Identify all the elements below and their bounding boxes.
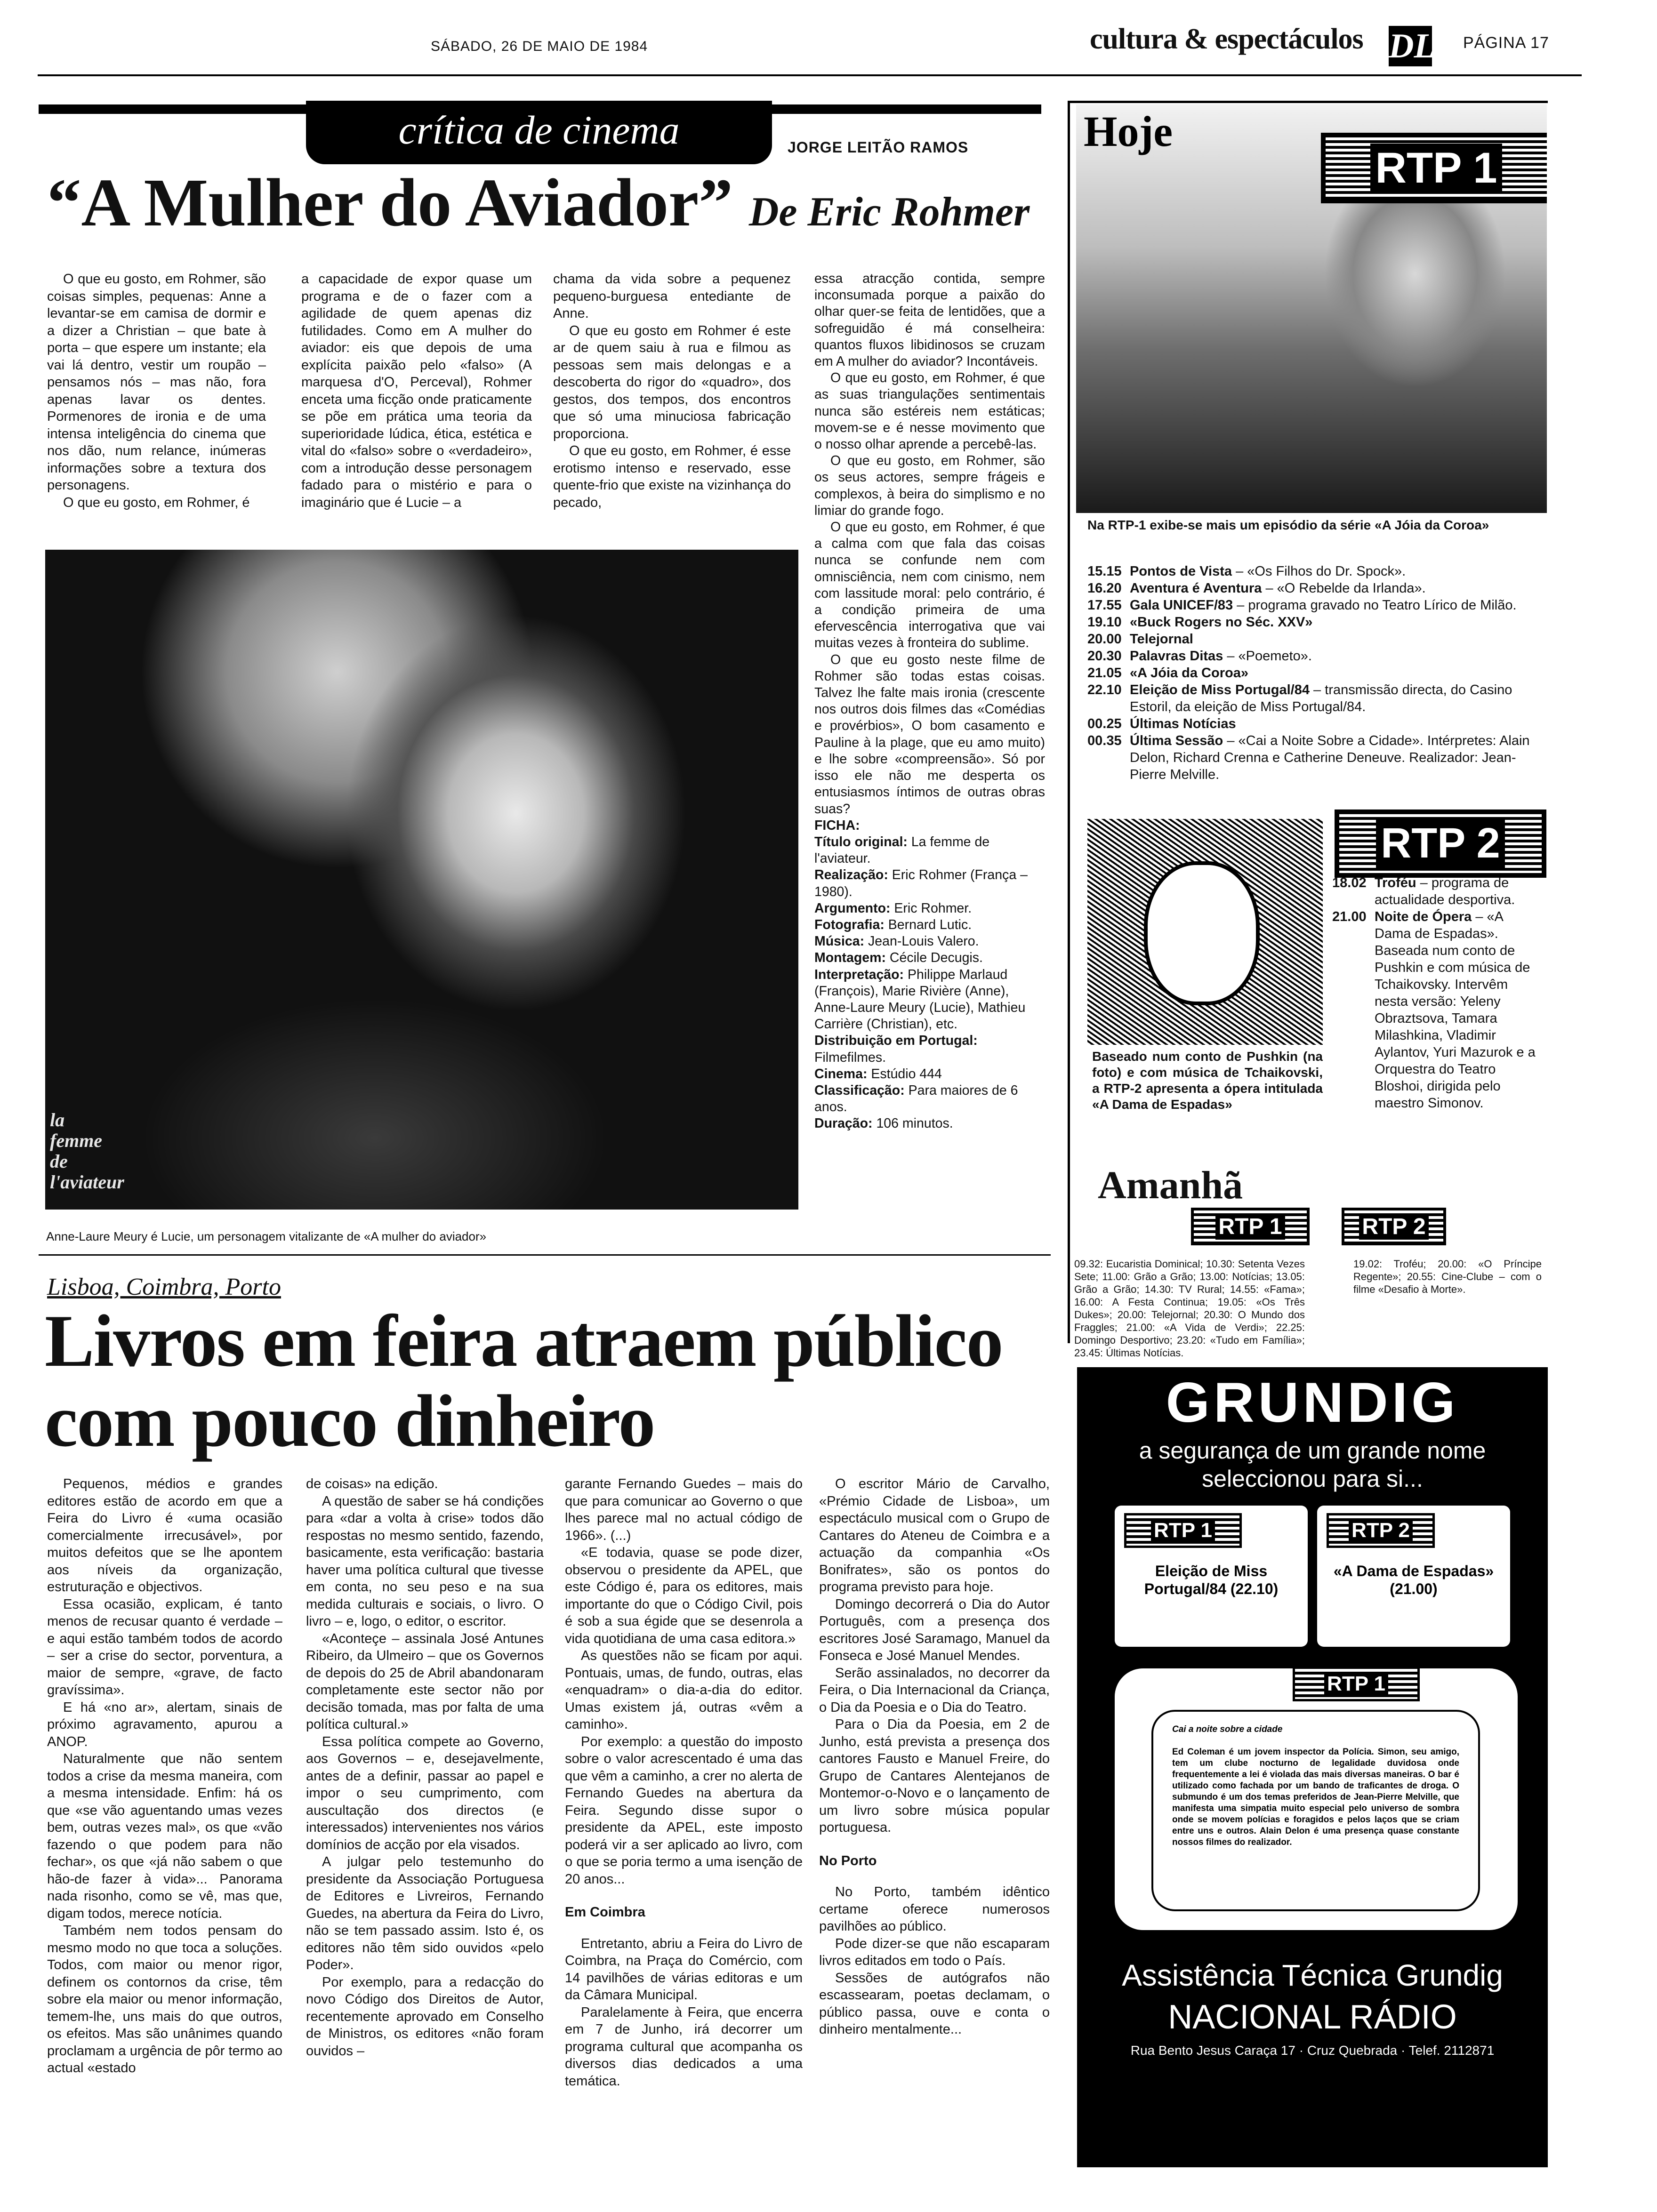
ficha-item (814, 950, 1045, 966)
paragraph: O que eu gosto neste filme de Rohmer são todas estas coisas. Talvez lhe falte mais ironia (crescente nos outros dois filmes das «Comédias e provérbios», O bom casamento e Pauline à la plage, que eu amo muito) e lhe sobre «compreensão». Só por isso ele não me desperta os entusiasmos íntimos de outras obras suas? (814, 652, 1045, 817)
tv-amanha-label: Amanhã (1098, 1163, 1243, 1207)
tv-left-rule (1068, 101, 1070, 1343)
ficha-item (814, 867, 1045, 900)
program-description (1130, 665, 1248, 681)
paragraph: A questão de saber se há condições para «dar a volta à crise» todos dão respostas no mesmo sentido, fazendo, basicamente, esta verificação: bastaria haver uma política cultural que tivesse em conta, no seu peso e na sua medida culturais e sociais, o livro. O livro – e, logo, o editor, o escritor. (306, 1493, 544, 1629)
ad-box-rtp2 (1317, 1506, 1510, 1647)
program-description (1375, 908, 1539, 1112)
tv-top-rule (1068, 101, 1548, 103)
paragraph: O escritor Mário de Carvalho, «Prémio Cidade de Lisboa», um espectáculo musical com o Grupo de Cantares do Ateneu de Coimbra e a actuação da companhia «Os Bonifrates», são os pontos do programa previsto para hoje. (819, 1476, 1050, 1595)
rtp1-logo-small (1191, 1208, 1310, 1245)
ficha-item (814, 1033, 1045, 1066)
grundig-brand: GRUNDIG (1166, 1371, 1459, 1434)
program-time: 16.20 (1087, 581, 1122, 596)
critica-column-2 (301, 271, 532, 511)
feira-headline (45, 1301, 1003, 1461)
paragraph: O que eu gosto, em Rohmer, é esse erotismo intenso e reservado, esse quente-frio que existe na vizinhança do pecado, (553, 443, 791, 510)
critica-column-4 (814, 271, 1045, 1132)
critica-author: JORGE LEITÃO RAMOS (788, 139, 969, 156)
paragraph: E há «no ar», alertam, sinais de próximo agravamento, apurou a ANOP. (47, 1699, 282, 1749)
pushkin-drawing (1087, 819, 1323, 1045)
paragraph: As questões não se ficam por aqui. Pontuais, umas, de fundo, outras, elas «enquadram» o dia-a-dia do editor. Umas existem já, outras «vêm a caminho». (565, 1648, 803, 1732)
program-title: «Buck Rogers no Séc. XXV» (1130, 615, 1313, 630)
ficha-item (814, 1115, 1045, 1132)
paragraph: Pode dizer-se que não escaparam livros editados em todo o País. (819, 1936, 1050, 1968)
program-description (1375, 874, 1539, 908)
program-row (1332, 874, 1539, 908)
ad-footer-2: NACIONAL RÁDIO (1168, 1998, 1457, 2036)
program-description (1130, 681, 1539, 715)
paragraph: Entretanto, abriu a Feira do Livro de Coimbra, na Praça do Comércio, com 14 pavilhões de várias editoras e um da Câmara Municipal. (565, 1936, 803, 2003)
ficha-value: Bernard Lutic. (888, 917, 972, 932)
program-description (1130, 563, 1406, 580)
tv-hoje-label: Hoje (1084, 107, 1173, 155)
ficha-item (814, 917, 1045, 933)
program-row (1087, 614, 1539, 631)
program-detail: – transmissão directa, do Casino Estoril, da eleição de Miss Portugal/84. (1130, 682, 1512, 714)
tv-photo-series (1076, 104, 1547, 513)
critica-subtitle: De Eric Rohmer (748, 189, 1030, 235)
page-number: PÁGINA 17 (1463, 34, 1549, 52)
ficha-item (814, 1066, 1045, 1082)
paragraph: O que eu gosto, em Rohmer, é (63, 495, 250, 510)
ficha-key: Fotografia: (814, 917, 888, 932)
rtp2-logo-large (1335, 809, 1546, 878)
rtp2-logo-text: RTP 2 (1376, 819, 1504, 868)
ficha-label: FICHA: (814, 817, 860, 833)
program-time: 20.00 (1087, 632, 1122, 647)
ficha-key: Música: (814, 934, 869, 949)
paragraph: «Aconteçe – assinala José Antunes Ribeiro, da Ulmeiro – que os Governos de depois do 25 de Abril abandonaram completamente este sector não por decisão tomada, mas por falta de uma política cultural.» (306, 1631, 544, 1732)
pushkin-face (1144, 861, 1260, 1005)
coimbra-subhead: Em Coimbra (565, 1905, 645, 1920)
ficha-value: Jean-Louis Valero. (868, 934, 979, 949)
rtp1-logo-text: RTP 1 (1370, 144, 1502, 193)
grundig-slogan-2: seleccionou para si... (1202, 1466, 1423, 1492)
paragraph: A julgar pelo testemunho do presidente da Associação Portuguesa de Editores e Livreiros, Fernando Guedes, na abertura da Feira do Livro, não se tem passado assim. Isto é, os editores não têm sido ouvidos «pelo Poder». (306, 1854, 544, 1972)
paragraph: Serão assinalados, no decorrer da Feira, o Dia Internacional da Criança, o Dia da Poesia e o Dia do Teatro. (819, 1665, 1050, 1715)
ficha-item (814, 967, 1045, 1033)
program-description (1130, 631, 1193, 648)
program-row (1087, 648, 1539, 665)
program-description (1130, 614, 1312, 631)
porto-subhead: No Porto (819, 1853, 877, 1868)
ficha-value: Estúdio 444 (871, 1066, 942, 1082)
ad-screen-text: Ed Coleman é um jovem inspector da Polícia. Simon, seu amigo, tem um clube nocturno de legalidade duvidosa onde frequentemente a lei é violada das mais diversas maneiras. O bar é utilizado como fachada por um bando de traficantes de droga. O submundo é um dos temas preferidos de Jean-Pierre Melville, que manifesta uma simpatia muito especial pelo universo de sombra onde se movem polícias e foragidos e pelos laços que se criam entre uns e outros. Alain Delon é uma presença quase constante nossos filmes do realizador. (1172, 1747, 1459, 1847)
ad-tv-rtp1-logo-text: RTP 1 (1324, 1672, 1388, 1696)
paragraph: O que eu gosto, em Rohmer, é que as suas triangulações sentimentais nunca são estéreis nem estáticas; movem-se e é nesse movimento que o nosso olhar aprende a percebê-las. (814, 370, 1045, 452)
amanha-rtp2-text: 19.02: Troféu; 20.00: «O Príncipe Regente»; 20.55: Cine-Clube – com o filme «Desafio à Morte». (1353, 1258, 1542, 1295)
film-title-overlay: la femme de l'aviateur (50, 1109, 124, 1193)
grundig-slogan-1: a segurança de um grande nome (1139, 1437, 1486, 1464)
feira-kicker: Lisboa, Coimbra, Porto (47, 1274, 281, 1300)
paragraph: Para o Dia da Poesia, em 2 de Junho, está prevista a presença dos cantores Fausto e Manuel Freire, do Grupo de Cantares Alentejanos de Montemor-o-Novo e o lançamento de um livro sobre música popular portuguesa. (819, 1717, 1050, 1835)
program-title: Troféu (1375, 875, 1416, 890)
ad-footer-1: Assistência Técnica Grundig (1122, 1958, 1503, 1992)
program-description (1130, 580, 1426, 597)
ficha-key: Argumento: (814, 900, 894, 916)
paragraph: Naturalmente que não sentem todos a crise da mesma maneira, com a mesma intensidade. Enfim: há os que «se vão aguentando umas vezes bem, outras vezes mal», os que «vão fazendo o que podem para não fechar», os que «já não sabem o que hão-de fazer à vida»... Panorama nada risonho, como se vê, mas que, digam todos, merece notícia. (47, 1751, 282, 1921)
ad-box-rtp2-text: «A Dama de Espadas» (21.00) (1333, 1563, 1494, 1597)
ficha-key: Duração: (814, 1116, 877, 1131)
ficha-value: Para maiores de 6 anos. (814, 1082, 1018, 1115)
paragraph: Por exemplo, para a redacção do novo Código dos Direitos de Autor, recentemente aprovado em Conselho de Ministros, os editores «não foram ouvidos – (306, 1974, 544, 2059)
program-time: 22.10 (1087, 682, 1122, 697)
program-row (1087, 563, 1539, 580)
program-description (1130, 597, 1517, 614)
ficha-value: La femme de l'aviateur. (814, 834, 990, 866)
program-title: Palavras Ditas (1130, 649, 1223, 664)
program-detail: – programa gravado no Teatro Lírico de Milão. (1233, 598, 1517, 613)
program-title: Gala UNICEF/83 (1130, 598, 1233, 613)
program-row (1332, 908, 1539, 1112)
critica-banner (306, 101, 772, 164)
paragraph: Paralelamente à Feira, que encerra em 7 de Junho, irá decorrer um programa cultural que acompanha os diversos dias dedicados a uma temática. (565, 2004, 803, 2089)
ficha-key: Classificação: (814, 1082, 909, 1098)
paragraph: Também nem todos pensam do mesmo modo no que toca a soluções. Todos, com maior ou menor rigor, definem os contornos da crise, têm sobre ela maior ou menor informação, temem-lhe, uns mais do que outros, os efeitos. Mas são unânimes quando proclamam a urgência de pôr termo ao actual «estado (47, 1923, 282, 2076)
program-time: 21.05 (1087, 665, 1122, 681)
ficha-key: Montagem: (814, 950, 890, 966)
program-row (1087, 732, 1539, 783)
paragraph: O que eu gosto, em Rohmer, são coisas simples, pequenas: Anne a levantar-se em camisa de dormir e a dizer a Christian – que bate à porta – que espere um instante; ela vai lá dentro, vestir um roupão – pensamos nós – mas não, fora apenas lavar os dentes. Pormenores de ironia e de uma intensa inteligência do cinema que nos dão, num relance, inúmeras informações sobre a textura dos personagens. (47, 272, 266, 493)
ficha-key: Realização: (814, 867, 892, 883)
ficha-value: 106 minutos. (876, 1116, 953, 1131)
critica-bottom-rule (39, 1254, 1051, 1256)
program-time: 19.10 (1087, 615, 1122, 630)
ficha-item (814, 834, 1045, 867)
program-title: Noite de Ópera (1375, 909, 1472, 924)
program-time: 18.02 (1332, 875, 1367, 890)
paragraph: Domingo decorrerá o Dia do Autor Português, com a presença dos escritores José Saramago, Manuel da Fonseca e José Manuel Mendes. (819, 1596, 1050, 1663)
feira-column-1 (47, 1475, 282, 2077)
section-name: cultura & espectáculos (1090, 23, 1363, 55)
ficha-key: Interpretação: (814, 967, 908, 982)
paragraph: Pequenos, médios e grandes editores estão de acordo em que a Feira do Livro é «uma ocasião comercialmente irrecusável», por muitos defeitos que se lhe apontem aos níveis da organização, estruturação e objectivos. (47, 1476, 282, 1595)
program-detail: – «A Dama de Espadas». Baseada num conto de Pushkin e com música de Tchaikovsky. Intervêm nesta versão: Yeleny Obraztsova, Tamara Milashkina, Vladimir Aylantov, Yuri Mazurok e a Orquestra do Teatro Bloshoi, dirigida pelo maestro Simonov. (1375, 909, 1536, 1111)
paragraph: essa atracção contida, sempre inconsumada porque a paixão do olhar quer-se feita de lentidões, que a sofreguidão é má conselheira: quantos fluxos libidinosos se cruzam em A mulher do aviador? Incontáveis. (814, 271, 1045, 369)
program-description (1130, 732, 1539, 783)
ad-rtp2-logo (1327, 1513, 1435, 1548)
program-detail: – «Cai a Noite Sobre a Cidade». Intérpretes: Alain Delon, Richard Crenna e Catherine Deneuve. Realizador: Jean-Pierre Melville. (1130, 733, 1530, 782)
ficha-item (814, 933, 1045, 950)
critica-column-1 (47, 271, 266, 511)
program-row (1087, 580, 1539, 597)
program-time: 20.30 (1087, 649, 1122, 664)
film-still-photo (45, 550, 798, 1210)
program-detail: – programa de actualidade desportiva. (1375, 875, 1515, 907)
paragraph: O que eu gosto em Rohmer é este ar de quem saiu à rua e filmou as pessoas sem mais delongas e a descoberta do rigor do «quadro», dos gestos, dos tempos, dos encontros que só uma minuciosa fabricação proporciona. (553, 323, 791, 441)
program-time: 00.25 (1087, 716, 1122, 731)
paragraph: Por exemplo: a questão do imposto sobre o valor acrescentado é uma das que vêm a caminho, a crer no alerta de Fernando Guedes na abertura da Feira. Segundo disse supor o presidente da APEL, este imposto poderá vir a ser aplicado ao livro, com o que se poria termo a uma isenção de 20 anos... (565, 1734, 803, 1887)
ficha-value: Cécile Decugis. (889, 950, 983, 966)
paragraph: garante Fernando Guedes – mais do que para comunicar ao Governo o que lhes parece mal no actual código de 1966». (...) (565, 1476, 803, 1543)
critica-banner-label: crítica de cinema (398, 107, 680, 152)
paragraph: a capacidade de expor quase um programa e de o fazer com a agilidade de quem apenas diz futilidades. Como em A mulher do aviador: eis que depois de uma explícita paixão pelo «falso» (A marquesa d'O, Perceval), Rohmer enceta uma ficção onde praticamente se põe em prática uma teoria da superioridade lúdica, ética, estética e vital do «falso» sobre o «verdadeiro», com a introdução desse personagem fadado para o mistério e para o imaginário que é Lucie – a (301, 272, 532, 510)
rtp2-logo-small (1342, 1208, 1446, 1245)
ficha-key: Distribuição em Portugal: (814, 1033, 978, 1049)
grundig-ad (1077, 1367, 1548, 2167)
paragraph: «E todavia, quase se pode dizer, observou o presidente da APEL, que este Código é, para os editores, mais importante do que o Código Civil, pois é sob a sua égide que se desenrola a vida quotidiana de uma casa editora.» (565, 1545, 803, 1646)
critica-title (47, 164, 1030, 242)
paragraph: No Porto, também idêntico certame oferece numerosos pavilhões ao público. (819, 1884, 1050, 1934)
feira-column-4 (819, 1475, 1050, 2038)
program-row (1087, 681, 1539, 715)
ad-rtp2-logo-text: RTP 2 (1349, 1519, 1413, 1542)
feira-column-3 (565, 1475, 803, 2090)
program-time: 17.55 (1087, 598, 1122, 613)
program-title: Última Sessão (1130, 733, 1223, 748)
ficha-value: Philippe Marlaud (François), Marie Rivière (Anne), Anne-Laure Meury (Lucie), Mathieu Carrière (Christian), etc. (814, 967, 1026, 1032)
paragraph: O que eu gosto, em Rohmer, são os seus actores, sempre frágeis e complexos, à beira do simplismo e no limiar do grande fogo. (814, 453, 1045, 518)
tv-photo1-caption: Na RTP-1 exibe-se mais um episódio da série «A Jóia da Coroa» (1087, 518, 1489, 532)
feira-headline-line-2: com pouco dinheiro (45, 1380, 655, 1462)
program-detail: – «Poemeto». (1223, 649, 1312, 664)
program-description (1130, 648, 1312, 665)
rtp1-logo-small-text: RTP 1 (1215, 1214, 1285, 1240)
program-title: Aventura é Aventura (1130, 581, 1262, 596)
ad-box-rtp1 (1115, 1506, 1308, 1647)
ficha-key: Título original: (814, 834, 911, 850)
rtp1-program-list (1087, 563, 1539, 783)
rtp1-logo-large (1321, 133, 1547, 203)
program-row (1087, 597, 1539, 614)
program-detail: – «Os Filhos do Dr. Spock». (1232, 564, 1406, 579)
header-rule (38, 74, 1582, 76)
ad-tv-rtp1-logo (1293, 1667, 1420, 1701)
paragraph: Essa política compete ao Governo, aos Governos – e, desejavelmente, antes de a definir, passar ao papel e impor o seu cumprimento, com auscultação dos directos (e interessados) intervenientes nos vários domínios de acção por ela visados. (306, 1734, 544, 1852)
program-title: Últimas Notícias (1130, 716, 1236, 731)
ficha-item (814, 900, 1045, 917)
amanha-rtp1-text: 09.32: Eucaristia Dominical; 10.30: Setenta Vezes Sete; 11.00: Grão a Grão; 13.00: Notícias; 13.05: Grão a Grão; 14.30: TV Rural; 14.55: «Fama»; 16.00: A Festa Continua; 19.05: «Os Três Dukes»; 20.00: Telejornal; 20.30: O Mundo dos Fraggles; 21.00: «A Vida de Verdi»; 22.25: Domingo Desportivo; 23.20: «Tudo em Família»; 23.45: Últimas Notícias. (1074, 1258, 1305, 1359)
ficha-item (814, 1082, 1045, 1115)
ad-rtp1-logo (1124, 1513, 1242, 1548)
paragraph: Sessões de autógrafos não escassearam, poetas declamam, o público passa, ouve e conta o dinheiro mentalmente... (819, 1970, 1050, 2037)
ficha-value: Eric Rohmer (França – 1980). (814, 867, 1028, 899)
program-title: Pontos de Vista (1130, 564, 1232, 579)
critica-column-3 (553, 271, 791, 511)
tv-photo2-caption: Baseado num conto de Pushkin (na foto) e com música de Tchaikovski, a RTP-2 apresenta a ópera intitulada «A Dama de Espadas» (1092, 1049, 1323, 1112)
program-title: Eleição de Miss Portugal/84 (1130, 682, 1310, 697)
ad-tv-set (1115, 1668, 1518, 1930)
ficha-key: Cinema: (814, 1066, 871, 1082)
program-description (1130, 715, 1236, 732)
paragraph: chama da vida sobre a pequenez pequeno-burguesa entediante de Anne. (553, 272, 791, 321)
ad-tv-screen (1151, 1710, 1480, 1911)
program-time: 00.35 (1087, 733, 1122, 748)
newspaper-logo: DL (1389, 27, 1435, 65)
program-time: 21.00 (1332, 909, 1367, 924)
ad-rtp1-logo-text: RTP 1 (1151, 1519, 1215, 1542)
program-time: 15.15 (1087, 564, 1122, 579)
program-title: Telejornal (1130, 632, 1193, 647)
program-title: «A Jóia da Coroa» (1130, 665, 1248, 681)
paragraph: Essa ocasião, explicam, é tanto menos de recusar quanto é verdade – e aqui estão também todos de acordo – ser a crise do sector, porventura, a maior de sempre, «grave, de facto gravíssima». (47, 1596, 282, 1698)
feira-headline-line-1: Livros em feira atraem público (45, 1300, 1003, 1382)
rtp2-program-list (1332, 874, 1539, 1112)
feira-column-2 (306, 1475, 544, 2060)
ficha-value: Eric Rohmer. (894, 900, 972, 916)
ficha-list (814, 834, 1045, 1132)
paragraph: de coisas» na edição. (306, 1476, 438, 1491)
critica-title-text: “A Mulher do Aviador” (47, 165, 733, 240)
ad-screen-title: Cai a noite sobre a cidade (1172, 1724, 1283, 1734)
program-row (1087, 631, 1539, 648)
program-row (1087, 715, 1539, 732)
program-detail: – «O Rebelde da Irlanda». (1262, 581, 1426, 596)
ad-footer-3: Rua Bento Jesus Caraça 17 · Cruz Quebrada · Telef. 2112871 (1130, 2043, 1495, 2058)
paragraph: O que eu gosto, em Rohmer, é que a calma com que fala das coisas nunca se confunde nem com omnisciência, nem com cinismo, nem com lassitude moral: pelo contrário, é a condição primeira de uma efervescência interrogativa que vai muitas vezes à fronteira do sublime. (814, 520, 1045, 651)
page-date: SÁBADO, 26 DE MAIO DE 1984 (431, 39, 648, 54)
ficha-value: Filmefilmes. (814, 1050, 886, 1065)
program-row (1087, 665, 1539, 681)
ad-box-rtp1-text: Eleição de Miss Portugal/84 (22.10) (1144, 1563, 1279, 1597)
rtp2-logo-small-text: RTP 2 (1359, 1214, 1428, 1240)
film-photo-caption: Anne-Laure Meury é Lucie, um personagem vitalizante de «A mulher do aviador» (46, 1229, 487, 1243)
